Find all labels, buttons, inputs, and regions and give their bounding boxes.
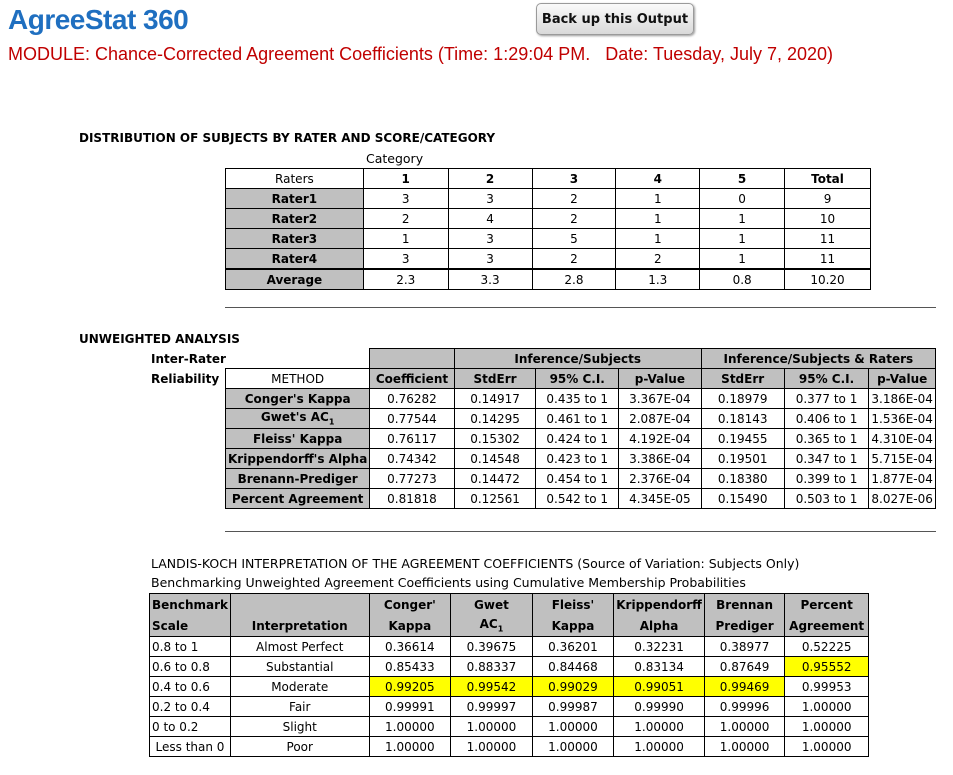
table-cell: 1.00000 — [451, 717, 533, 737]
scale-cell: 0 to 0.2 — [150, 717, 231, 737]
table-cell: 0.32231 — [614, 637, 705, 657]
table-cell: 0.435 to 1 — [536, 389, 619, 409]
table-cell: 4.192E-04 — [619, 429, 702, 449]
distribution-table-body — [226, 169, 871, 290]
table-row — [226, 489, 936, 509]
table-cell: 3.386E-04 — [619, 449, 702, 469]
interpretation-cell: Almost Perfect — [230, 637, 369, 657]
column-header: Agreement — [785, 615, 869, 637]
table-cell: 5 — [532, 229, 616, 249]
column-header: Scale — [150, 615, 231, 637]
column-header: 95% C.I. — [536, 369, 619, 389]
table-cell: 0.36201 — [532, 637, 614, 657]
rater-label: Rater1 — [226, 189, 364, 209]
table-cell: 1 — [700, 209, 785, 229]
group-header: Inference/Subjects — [454, 349, 701, 369]
column-header: Benchmark — [150, 594, 231, 616]
interpretation-cell: Moderate — [230, 677, 369, 697]
subscript: 1 — [328, 417, 335, 427]
landis-table-body — [150, 594, 869, 757]
table-cell: 0.99051 — [614, 677, 705, 697]
table-cell: 3 — [448, 229, 532, 249]
unweighted-title: UNWEIGHTED ANALYSIS — [79, 332, 240, 346]
landis-title: LANDIS-KOCH INTERPRETATION OF THE AGREEMENT COEFFICIENTS (Source of Variation: Subjects Only) — [151, 556, 800, 571]
table-cell: 0.18979 — [701, 389, 784, 409]
table-cell: 2 — [532, 189, 616, 209]
column-header: Conger' — [369, 594, 451, 616]
table-cell: 0.18143 — [701, 409, 784, 429]
column-header: StdErr — [454, 369, 536, 389]
table-cell: 1.00000 — [614, 737, 705, 757]
table-cell: 0.14472 — [454, 469, 536, 489]
table-cell: 0.99469 — [704, 677, 784, 697]
table-cell: 2.376E-04 — [619, 469, 702, 489]
table-header-row — [226, 349, 936, 369]
table-cell: 0.95552 — [785, 657, 869, 677]
method-label: Gwet's $AC_1$ — [226, 409, 370, 429]
column-header: Kappa — [532, 615, 614, 637]
table-cell: 0.85433 — [369, 657, 451, 677]
table-cell: 0.365 to 1 — [784, 429, 869, 449]
table-header-row — [226, 169, 871, 189]
column-header: Coefficient — [370, 369, 454, 389]
scale-cell: 0.2 to 0.4 — [150, 697, 231, 717]
blank-header-cell — [370, 349, 454, 369]
table-cell: 0.52225 — [785, 637, 869, 657]
column-header: 3 — [532, 169, 616, 189]
column-header: p-Value — [619, 369, 702, 389]
table-cell: 1.00000 — [785, 717, 869, 737]
group-header: Inference/Subjects & Raters — [701, 349, 935, 369]
column-header: 2 — [448, 169, 532, 189]
reliability-label: Reliability — [151, 372, 220, 386]
table-cell: 1.00000 — [704, 717, 784, 737]
table-cell: 2.087E-04 — [619, 409, 702, 429]
table-cell: 4 — [448, 209, 532, 229]
table-cell: 3 — [448, 189, 532, 209]
table-cell: 0.99953 — [785, 677, 869, 697]
table-cell: 0.377 to 1 — [784, 389, 869, 409]
divider — [225, 307, 936, 308]
table-cell: 10 — [785, 209, 871, 229]
table-header-row — [150, 594, 869, 616]
table-row — [226, 389, 936, 409]
table-cell: 3.367E-04 — [619, 389, 702, 409]
table-cell: 0.88337 — [451, 657, 533, 677]
column-header: METHOD — [226, 369, 370, 389]
column-header: StdErr — [701, 369, 784, 389]
rater-label: Rater4 — [226, 249, 364, 270]
table-cell: 1.00000 — [451, 737, 533, 757]
column-header: Krippendorff — [614, 594, 705, 616]
table-cell: 0.423 to 1 — [536, 449, 619, 469]
rater-label: Rater3 — [226, 229, 364, 249]
table-cell: 1.00000 — [369, 737, 451, 757]
table-header-row — [226, 369, 936, 389]
table-cell: 0.99996 — [704, 697, 784, 717]
table-cell: 0.99205 — [369, 677, 451, 697]
table-cell: 0.399 to 1 — [784, 469, 869, 489]
column-header: p-Value — [869, 369, 936, 389]
table-cell: 0.99029 — [532, 677, 614, 697]
average-row — [226, 269, 871, 290]
column-header: Fleiss' — [532, 594, 614, 616]
table-cell: 0.74342 — [370, 449, 454, 469]
table-cell: 0.36614 — [369, 637, 451, 657]
divider — [225, 531, 936, 532]
unweighted-table — [225, 348, 936, 509]
table-cell: 0.76282 — [370, 389, 454, 409]
table-cell: 0.8 — [700, 269, 785, 290]
table-cell: 1.00000 — [704, 737, 784, 757]
rater-label: Rater2 — [226, 209, 364, 229]
column-header: Prediger — [704, 615, 784, 637]
table-cell: 0.84468 — [532, 657, 614, 677]
table-cell: 3.3 — [448, 269, 532, 290]
table-row — [150, 717, 869, 737]
landis-subtitle: Benchmarking Unweighted Agreement Coefficients using Cumulative Membership Probabilities — [151, 575, 746, 590]
distribution-table — [225, 168, 871, 290]
table-cell: 0.19501 — [701, 449, 784, 469]
column-header — [230, 594, 369, 616]
table-cell: 1 — [616, 209, 700, 229]
table-cell: 0.14295 — [454, 409, 536, 429]
category-label: Category — [366, 151, 424, 166]
table-cell: 3 — [448, 249, 532, 270]
inter-rater-label: Inter-Rater — [151, 352, 226, 366]
table-cell: 1 — [700, 249, 785, 270]
column-header: Total — [785, 169, 871, 189]
table-cell: 4.345E-05 — [619, 489, 702, 509]
table-cell: 0.99987 — [532, 697, 614, 717]
table-cell: 0.99990 — [614, 697, 705, 717]
table-cell: 10.20 — [785, 269, 871, 290]
table-cell: 11 — [785, 229, 871, 249]
table-cell: 0.18380 — [701, 469, 784, 489]
table-cell: 0.406 to 1 — [784, 409, 869, 429]
table-cell: 0.14917 — [454, 389, 536, 409]
column-header: Raters — [226, 169, 364, 189]
app-title: AgreeStat 360 — [8, 4, 189, 35]
table-cell: 2 — [616, 249, 700, 270]
table-cell: 0.83134 — [614, 657, 705, 677]
table-header-row — [150, 615, 869, 637]
table-cell: 0.39675 — [451, 637, 533, 657]
table-cell: 0.503 to 1 — [784, 489, 869, 509]
table-cell: 9 — [785, 189, 871, 209]
table-cell: 2 — [363, 209, 448, 229]
table-cell: 0.76117 — [370, 429, 454, 449]
table-cell: 0.15302 — [454, 429, 536, 449]
landis-table — [149, 593, 869, 757]
table-row — [150, 637, 869, 657]
column-header: Interpretation — [230, 615, 369, 637]
table-cell: 1.536E-04 — [869, 409, 936, 429]
method-label: Percent Agreement — [226, 489, 370, 509]
table-cell: 1 — [616, 229, 700, 249]
table-row — [226, 429, 936, 449]
column-header: Gwet — [451, 594, 533, 616]
table-cell: 1.00000 — [532, 737, 614, 757]
table-cell: 3 — [363, 189, 448, 209]
table-cell: 1.00000 — [532, 717, 614, 737]
table-cell: 1.3 — [616, 269, 700, 290]
method-label: Krippendorff's Alpha — [226, 449, 370, 469]
table-cell: 0.81818 — [370, 489, 454, 509]
method-label: Brenann-Prediger — [226, 469, 370, 489]
table-cell: 3.186E-04 — [869, 389, 936, 409]
table-row — [226, 449, 936, 469]
table-cell: 1.00000 — [369, 717, 451, 737]
interpretation-cell: Poor — [230, 737, 369, 757]
table-cell: 0 — [700, 189, 785, 209]
table-cell: 2.3 — [363, 269, 448, 290]
table-cell: 1.00000 — [785, 737, 869, 757]
table-row — [226, 469, 936, 489]
table-cell: 0.19455 — [701, 429, 784, 449]
table-row — [226, 249, 871, 270]
table-cell: 11 — [785, 249, 871, 270]
table-cell: 5.715E-04 — [869, 449, 936, 469]
interpretation-cell: Substantial — [230, 657, 369, 677]
method-label: Fleiss' Kappa — [226, 429, 370, 449]
average-label: Average — [226, 269, 364, 290]
table-cell: 0.38977 — [704, 637, 784, 657]
distribution-title: DISTRIBUTION OF SUBJECTS BY RATER AND SCORE/CATEGORY — [79, 131, 496, 145]
blank-cell — [226, 349, 370, 369]
interpretation-cell: Fair — [230, 697, 369, 717]
scale-cell: 0.4 to 0.6 — [150, 677, 231, 697]
table-row — [226, 409, 936, 429]
column-header: 5 — [700, 169, 785, 189]
table-cell: 1.00000 — [785, 697, 869, 717]
column-header: Alpha — [614, 615, 705, 637]
table-row — [150, 697, 869, 717]
table-cell: 0.461 to 1 — [536, 409, 619, 429]
scale-cell: 0.6 to 0.8 — [150, 657, 231, 677]
table-cell: 0.12561 — [454, 489, 536, 509]
method-label: Conger's Kappa — [226, 389, 370, 409]
table-cell: 0.99542 — [451, 677, 533, 697]
column-header: 95% C.I. — [784, 369, 869, 389]
interpretation-cell: Slight — [230, 717, 369, 737]
scale-cell: 0.8 to 1 — [150, 637, 231, 657]
column-header: Percent — [785, 594, 869, 616]
unweighted-table-body — [226, 349, 936, 509]
table-cell: 1 — [363, 229, 448, 249]
column-header: Kappa — [369, 615, 451, 637]
column-header: 4 — [616, 169, 700, 189]
table-cell: 2.8 — [532, 269, 616, 290]
subscript: 1 — [497, 624, 504, 634]
table-cell: 0.87649 — [704, 657, 784, 677]
table-cell: 3 — [363, 249, 448, 270]
table-cell: 1 — [700, 229, 785, 249]
table-cell: 0.424 to 1 — [536, 429, 619, 449]
table-cell: 1 — [616, 189, 700, 209]
table-cell: 0.542 to 1 — [536, 489, 619, 509]
table-cell: 0.15490 — [701, 489, 784, 509]
table-cell: 4.310E-04 — [869, 429, 936, 449]
table-cell: 0.454 to 1 — [536, 469, 619, 489]
module-line: MODULE: Chance-Corrected Agreement Coefficients (Time: 1:29:04 PM. Date: Tuesday, July 7, 2020) — [8, 44, 834, 64]
table-cell: 0.14548 — [454, 449, 536, 469]
column-header: 1 — [363, 169, 448, 189]
table-row — [226, 229, 871, 249]
table-row — [226, 209, 871, 229]
table-cell: 0.99991 — [369, 697, 451, 717]
scale-cell: Less than 0 — [150, 737, 231, 757]
back-up-output-button[interactable]: Back up this Output — [536, 3, 694, 35]
table-row — [226, 189, 871, 209]
table-cell: 1.00000 — [614, 717, 705, 737]
table-row — [150, 677, 869, 697]
table-cell: 0.77544 — [370, 409, 454, 429]
table-cell: 0.347 to 1 — [784, 449, 869, 469]
table-cell: 1.877E-04 — [869, 469, 936, 489]
table-cell: 0.99997 — [451, 697, 533, 717]
table-row — [150, 737, 869, 757]
column-header: $AC_1$ — [451, 615, 533, 637]
table-cell: 8.027E-06 — [869, 489, 936, 509]
column-header: Brennan — [704, 594, 784, 616]
table-cell: 2 — [532, 249, 616, 270]
table-cell: 2 — [532, 209, 616, 229]
table-cell: 0.77273 — [370, 469, 454, 489]
table-row — [150, 657, 869, 677]
